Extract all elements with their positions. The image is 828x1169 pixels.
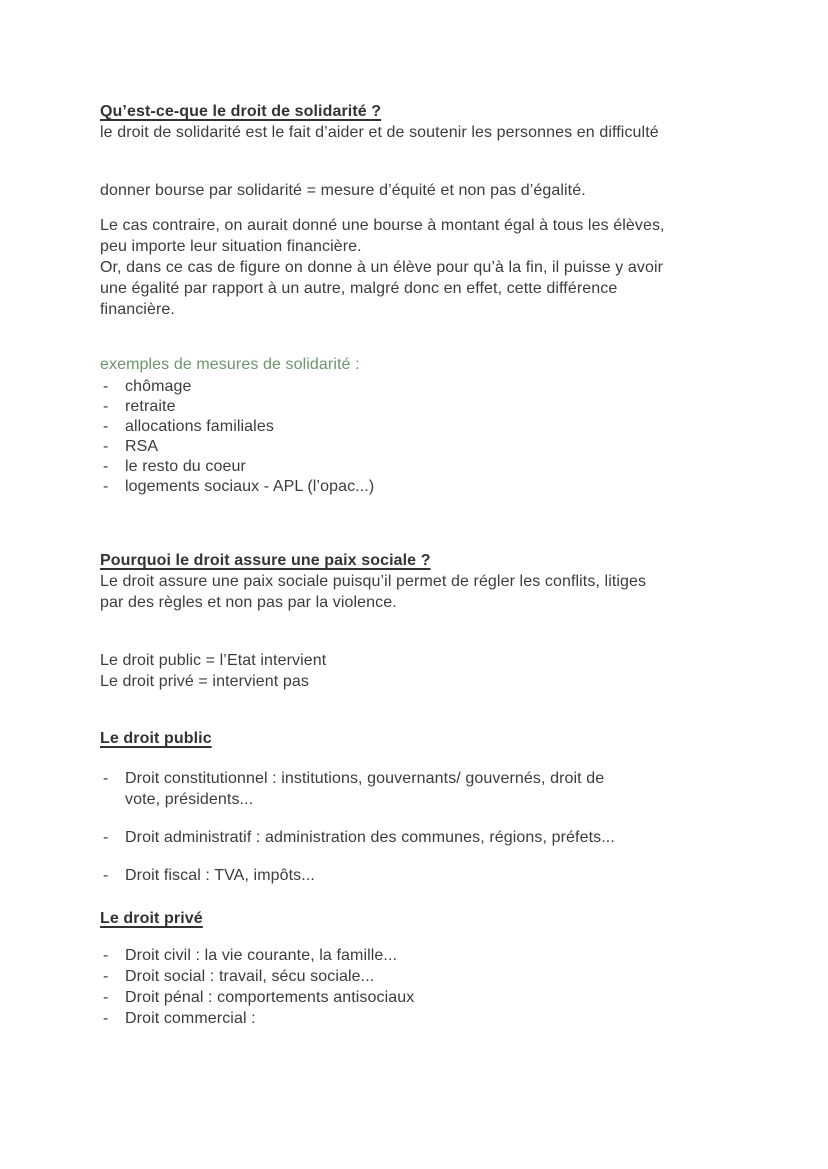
dash-marker: - (103, 947, 109, 964)
list-item (100, 1008, 728, 1029)
list-item (100, 987, 728, 1008)
list-item-text: retraite (125, 398, 176, 415)
list-item-text: Droit administratif : administration des communes, régions, préfets... (125, 829, 615, 846)
list-item (100, 417, 728, 437)
dash-marker: - (103, 418, 109, 435)
list-item-text: Droit commercial : (125, 1010, 256, 1027)
definition-line: Le droit privé = intervient pas (100, 673, 309, 690)
droit-public-list (100, 768, 728, 886)
dash-marker: - (103, 968, 109, 985)
heading-paix-sociale: Pourquoi le droit assure une paix sociale ? (100, 552, 431, 569)
list-item (100, 397, 728, 417)
text-line: par des règles et non pas par la violence. (100, 594, 397, 611)
intro-line: le droit de solidarité est le fait d’aider et de soutenir les personnes en difficulté (100, 124, 659, 141)
list-item-text: logements sociaux - APL (l’opac...) (125, 478, 375, 495)
list-item-text: chômage (125, 378, 192, 395)
list-item (100, 827, 728, 848)
list-item-text: le resto du coeur (125, 458, 246, 475)
dash-marker: - (103, 770, 109, 787)
list-item-text: Droit social : travail, sécu sociale... (125, 968, 375, 985)
dash-marker: - (103, 478, 109, 495)
list-item-text (125, 768, 728, 810)
droit-prive-list (100, 945, 728, 1029)
text-line: une égalité par rapport à un autre, malgré donc en effet, cette différence (100, 280, 618, 297)
text-line: Le cas contraire, on aurait donné une bourse à montant égal à tous les élèves, (100, 217, 665, 234)
dash-marker: - (103, 458, 109, 475)
list-item-text: Droit civil : la vie courante, la famille... (125, 947, 398, 964)
dash-marker: - (103, 989, 109, 1006)
list-item-text: allocations familiales (125, 418, 274, 435)
dash-marker: - (103, 398, 109, 415)
text-line: financière. (100, 301, 175, 318)
list-item (100, 768, 728, 810)
list-item (100, 437, 728, 457)
text-line: vote, présidents... (125, 791, 254, 808)
definitions-paragraph (100, 650, 728, 692)
definition-line: Le droit public = l’Etat intervient (100, 652, 327, 669)
list-item (100, 865, 728, 886)
dash-marker: - (103, 438, 109, 455)
text-line: Or, dans ce cas de figure on donne à un élève pour qu’à la fin, il puisse y avoir (100, 259, 664, 276)
dash-marker: - (103, 378, 109, 395)
dash-marker: - (103, 1010, 109, 1027)
list-item-text: Droit fiscal : TVA, impôts... (125, 867, 315, 884)
text-line: peu importe leur situation financière. (100, 238, 362, 255)
heading-droit-prive: Le droit privé (100, 910, 203, 927)
list-item (100, 477, 728, 497)
list-item-text: RSA (125, 438, 159, 455)
list-item (100, 945, 728, 966)
list-item (100, 457, 728, 477)
list-item (100, 377, 728, 397)
dash-marker: - (103, 867, 109, 884)
text-line: Le droit assure une paix sociale puisqu’il permet de régler les conflits, litiges (100, 573, 647, 590)
heading-droit-solidarite: Qu’est-ce-que le droit de solidarité ? (100, 103, 382, 120)
examples-title: exemples de mesures de solidarité : (100, 356, 360, 373)
paix-sociale-paragraph (100, 571, 728, 613)
dash-marker: - (103, 829, 109, 846)
contrast-paragraph (100, 215, 728, 320)
examples-list (100, 377, 728, 497)
list-item-text: Droit pénal : comportements antisociaux (125, 989, 415, 1006)
heading-droit-public: Le droit public (100, 730, 212, 747)
equity-line: donner bourse par solidarité = mesure d’équité et non pas d’égalité. (100, 182, 586, 199)
text-line: Droit constitutionnel : institutions, gouvernants/ gouvernés, droit de (125, 770, 605, 787)
list-item (100, 966, 728, 987)
